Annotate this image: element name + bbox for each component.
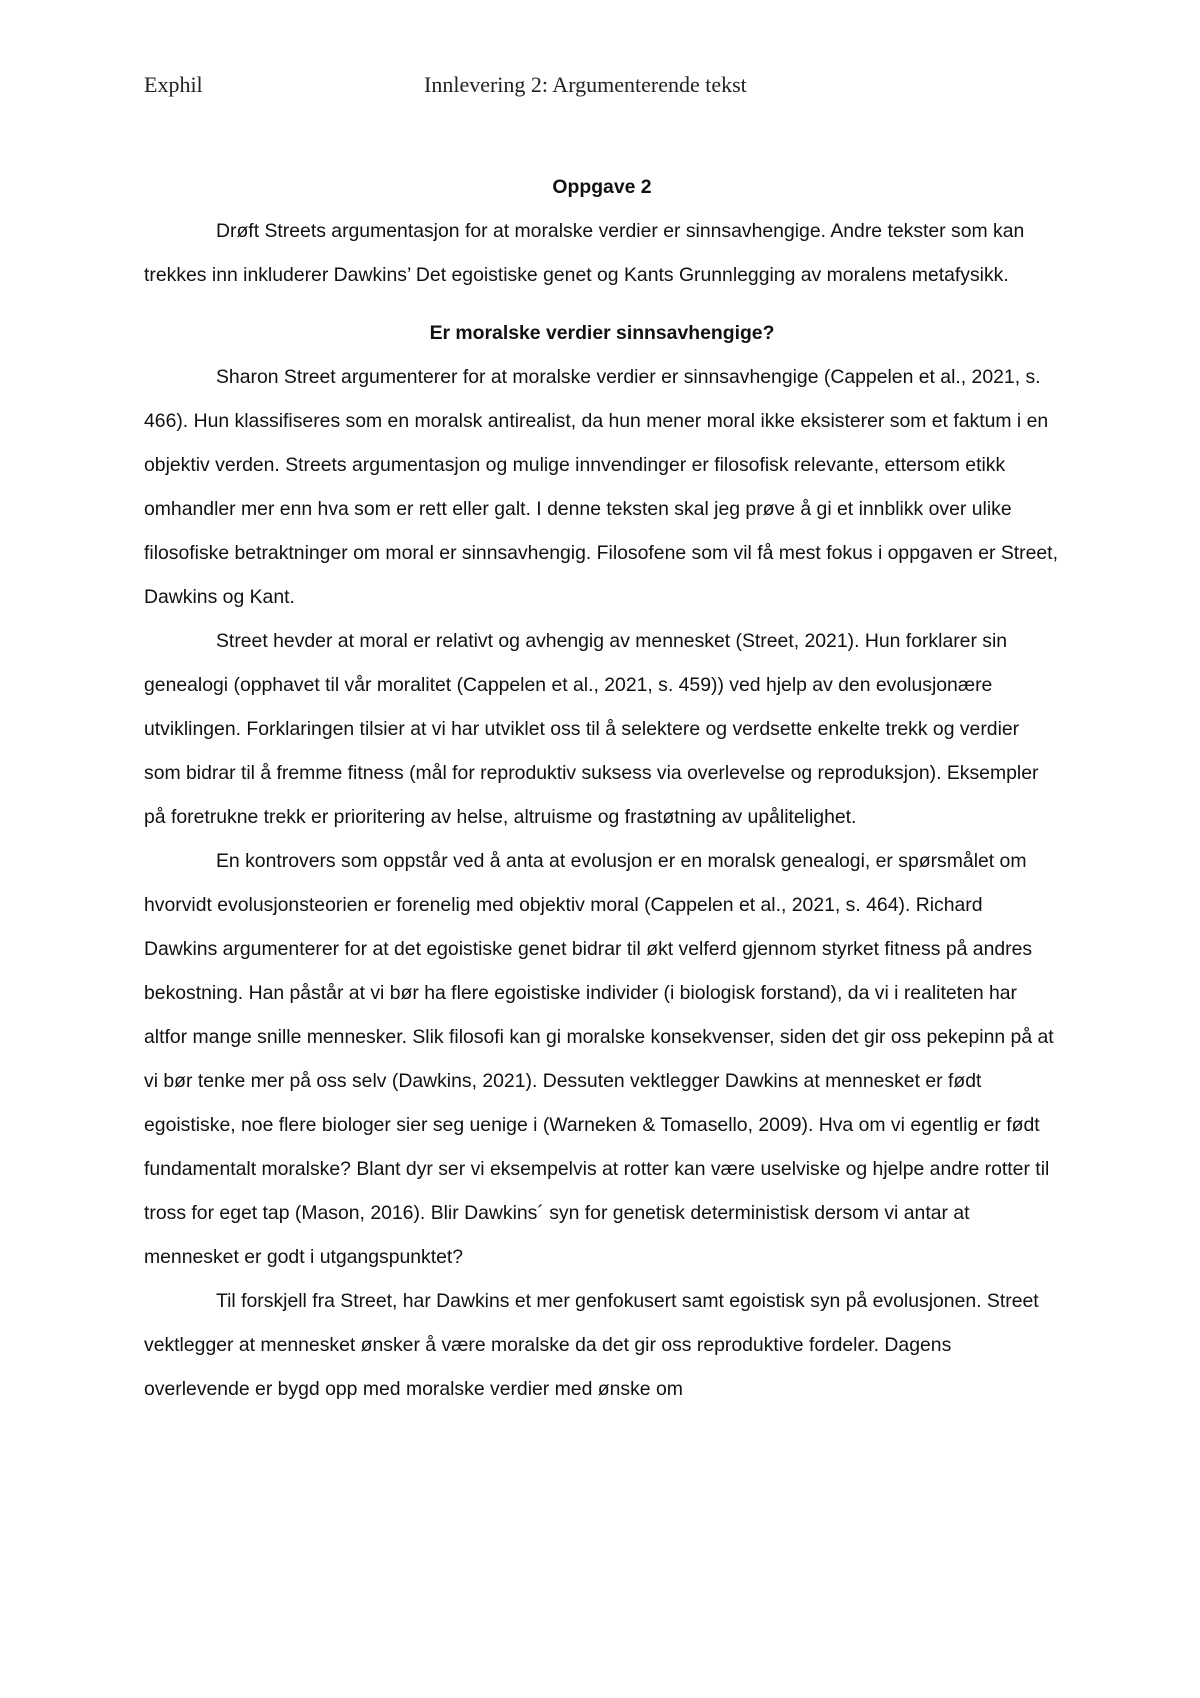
task-text: Drøft Streets argumentasjon for at moralske verdier er sinnsavhengige. Andre tekster som kan trekkes inn inkluderer Dawkins’ Det egoistiske genet og Kants Grunnlegging av moralens metafysikk. [144,220,1025,286]
header-assignment-title: Innlevering 2: Argumenterende tekst [424,72,747,97]
page-header [144,72,1056,102]
header-course: Exphil [144,72,203,97]
task-title: Oppgave 2 [552,176,652,198]
document-body [144,165,1060,1411]
paragraph: Til forskjell fra Street, har Dawkins et mer genfokusert samt egoistisk syn på evolusjonen. Street vektlegger at mennesket ønsker å være moralske da det gir oss reproduktive fordeler. Dagens overlevende er bygd opp med moralske verdier med ønske om [144,1290,1039,1400]
paragraph: Sharon Street argumenterer for at moralske verdier er sinnsavhengige (Cappelen et al., 2021, s. 466). Hun klassifiseres som en moralsk antirealist, da hun mener moral ikke eksisterer som et faktum i en objektiv verden. Streets argumentasjon og mulige innvendinger er filosofisk relevante, ettersom etikk omhandler mer enn hva som er rett eller galt. I denne teksten skal jeg prøve å gi et innblikk over ulike filosofiske betraktninger om moral er sinnsavhengig. Filosofene som vil få mest fokus i oppgaven er Street, Dawkins og Kant. [144,366,1058,608]
paragraph: Street hevder at moral er relativt og avhengig av mennesket (Street, 2021). Hun forklarer sin genealogi (opphavet til vår moralitet (Cappelen et al., 2021, s. 459)) ved hjelp av den evolusjonære utviklingen. Forklaringen tilsier at vi har utviklet oss til å selektere og verdsette enkelte trekk og verdier som bidrar til å fremme fitness (mål for reproduktiv suksess via overlevelse og reproduksjon). Eksempler på foretrukne trekk er prioritering av helse, altruisme og frastøtning av upålitelighet. [144,630,1039,828]
section-title: Er moralske verdier sinnsavhengige? [429,322,775,344]
paragraph: En kontrovers som oppstår ved å anta at evolusjon er en moralsk genealogi, er spørsmålet om hvorvidt evolusjonsteorien er forenelig med objektiv moral (Cappelen et al., 2021, s. 464). Richard Dawkins argumenterer for at det egoistiske genet bidrar til økt velferd gjennom styrket fitness på andres bekostning. Han påstår at vi bør ha flere egoistiske individer (i biologisk forstand), da vi i realiteten har altfor mange snille mennesker. Slik filosofi kan gi moralske konsekvenser, siden det gir oss pekepinn på at vi bør tenke mer på oss selv (Dawkins, 2021). Dessuten vektlegger Dawkins at mennesket er født egoistiske, noe flere biologer sier seg uenige i (Warneken & Tomasello, 2009). Hva om vi egentlig er født fundamentalt moralske? Blant dyr ser vi eksempelvis at rotter kan være uselviske og hjelpe andre rotter til tross for eget tap (Mason, 2016). Blir Dawkins´ syn for genetisk deterministisk dersom vi antar at mennesket er godt i utgangspunktet? [144,850,1054,1268]
